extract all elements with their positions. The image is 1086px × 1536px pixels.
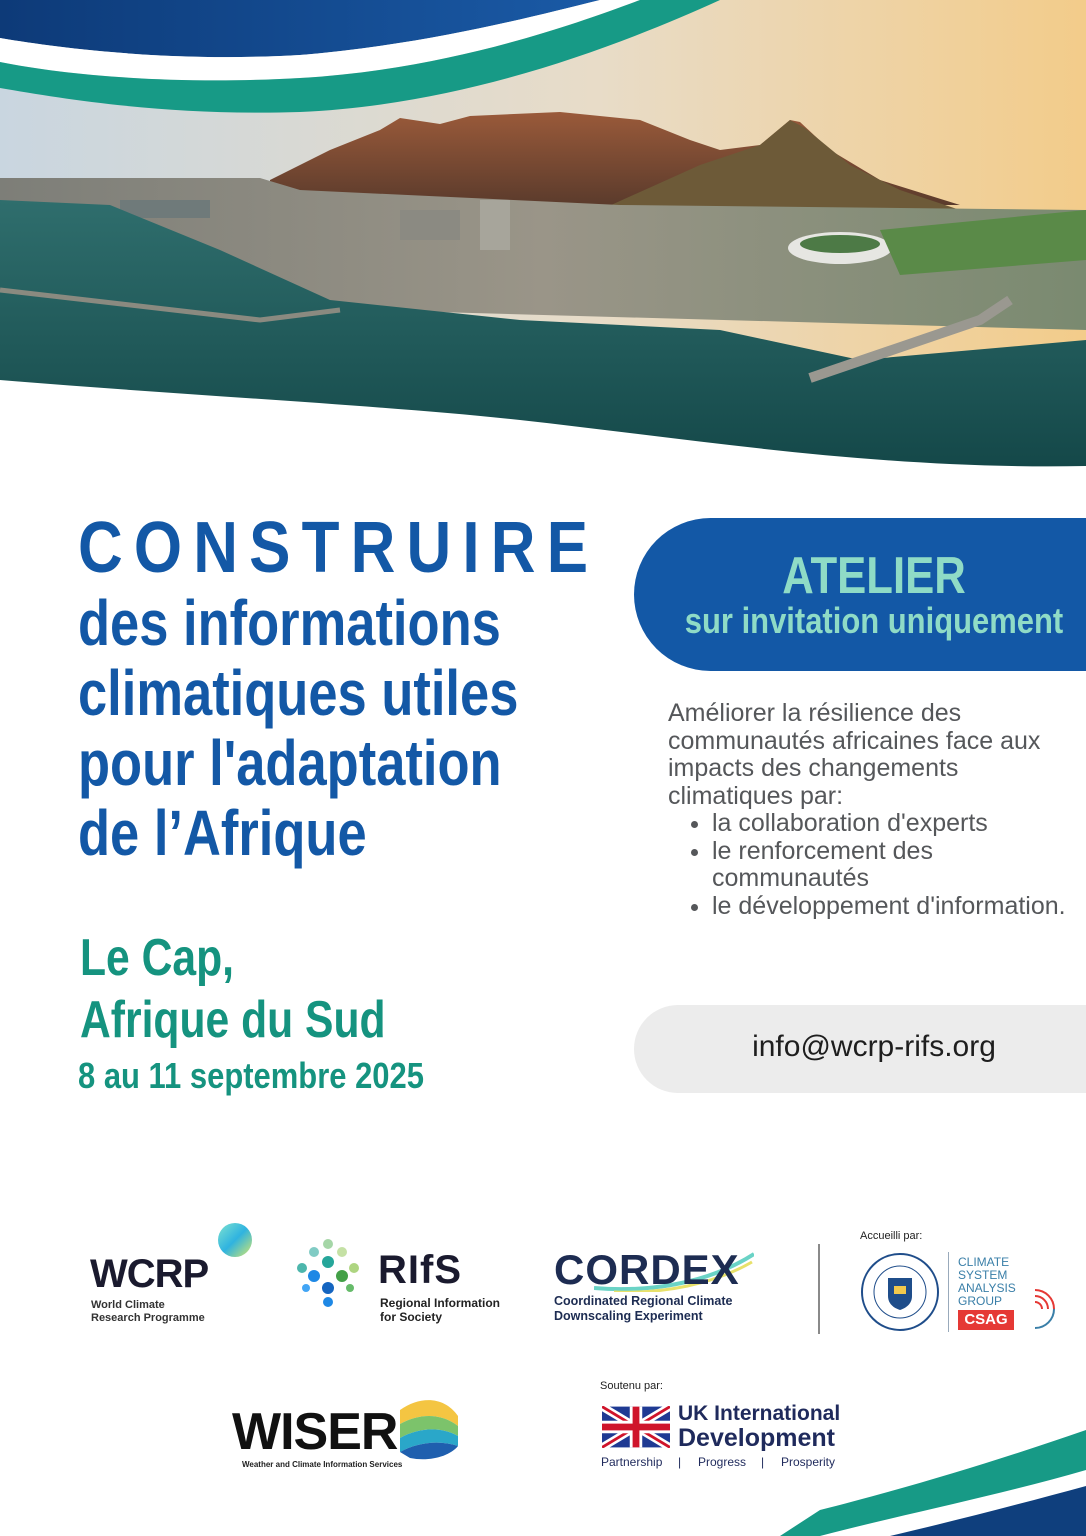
csag-divider — [948, 1252, 949, 1332]
wcrp-sphere-icon — [217, 1222, 253, 1258]
uk-footer-word: Progress — [698, 1455, 747, 1469]
csag-line: SYSTEM — [958, 1268, 1008, 1282]
csag-line: GROUP — [958, 1294, 1003, 1308]
event-dates: 8 au 11 septembre 2025 — [78, 1055, 424, 1096]
headline-line: pour l'adaptation — [78, 727, 502, 799]
supported-label: Soutenu par: — [600, 1380, 663, 1392]
headline-line: de l’Afrique — [78, 797, 367, 869]
uk-flag-icon — [602, 1406, 670, 1448]
location-country: Afrique du Sud — [80, 991, 386, 1049]
wiser-logo — [232, 1396, 462, 1476]
rifs-dots-icon — [292, 1236, 364, 1308]
uk-line1: UK International — [678, 1402, 841, 1425]
rifs-logo — [292, 1236, 522, 1332]
headline-line: des informations — [78, 587, 501, 659]
uk-line2: Development — [678, 1424, 835, 1452]
uk-footer-word: Partnership — [601, 1455, 663, 1469]
headline-line: climatiques utiles — [78, 657, 519, 729]
list-item: • la collaboration d'experts — [712, 810, 1068, 838]
uct-seal-icon — [860, 1252, 940, 1332]
csag-arcs-icon — [1012, 1286, 1058, 1332]
csag-text — [958, 1256, 1016, 1308]
headline-lines — [78, 588, 638, 868]
wiser-wordmark: WISER — [232, 1403, 398, 1461]
uk-footer-sep: | — [678, 1455, 682, 1469]
hero-photo — [0, 0, 1086, 480]
headline-word: CONSTRUIRE — [78, 508, 600, 588]
description — [668, 700, 1068, 920]
list-item: • le développement d'information. — [712, 893, 1068, 921]
badge-subtitle: sur invitation uniquement — [684, 600, 1064, 641]
list-item: • le renforcement des communautés — [712, 838, 1068, 893]
csag-badge: CSAG — [958, 1310, 1014, 1330]
cordex-line2: Downscaling Experiment — [554, 1309, 703, 1323]
cordex-logo — [554, 1244, 784, 1334]
hosted-label: Accueilli par: — [860, 1230, 923, 1242]
uk-footer-word: Prosperity — [781, 1455, 836, 1469]
uk-footer-sep: | — [761, 1455, 765, 1469]
wcrp-line2: Research Programme — [91, 1312, 205, 1324]
badge-title: ATELIER — [782, 547, 966, 605]
csag-line: CLIMATE — [958, 1255, 1010, 1269]
uct-seal — [860, 1252, 940, 1332]
wcrp-wordmark: WCRP — [90, 1252, 209, 1296]
cordex-line1: Coordinated Regional Climate — [554, 1294, 733, 1308]
description-intro: Améliorer la résilience des communautés africaines face aux impacts des changements climatiques par: — [668, 699, 1041, 810]
description-list — [668, 810, 1068, 920]
csag-line: ANALYSIS — [958, 1281, 1016, 1295]
location-city: Le Cap, — [80, 929, 235, 987]
cordex-wordmark: CORDEX — [554, 1246, 740, 1293]
logo-divider — [818, 1244, 820, 1334]
rifs-line1: Regional Information — [380, 1296, 500, 1310]
contact-email-link[interactable]: info@wcrp-rifs.org — [752, 1030, 996, 1063]
wiser-tagline: Weather and Climate Information Services — [242, 1460, 403, 1469]
corner-wave — [700, 1430, 1086, 1536]
wcrp-logo — [90, 1222, 260, 1332]
wcrp-line1: World Climate — [91, 1299, 165, 1311]
rifs-wordmark: RIfS — [378, 1248, 462, 1292]
wiser-stripes-icon — [400, 1396, 458, 1460]
rifs-line2: for Society — [380, 1310, 443, 1324]
